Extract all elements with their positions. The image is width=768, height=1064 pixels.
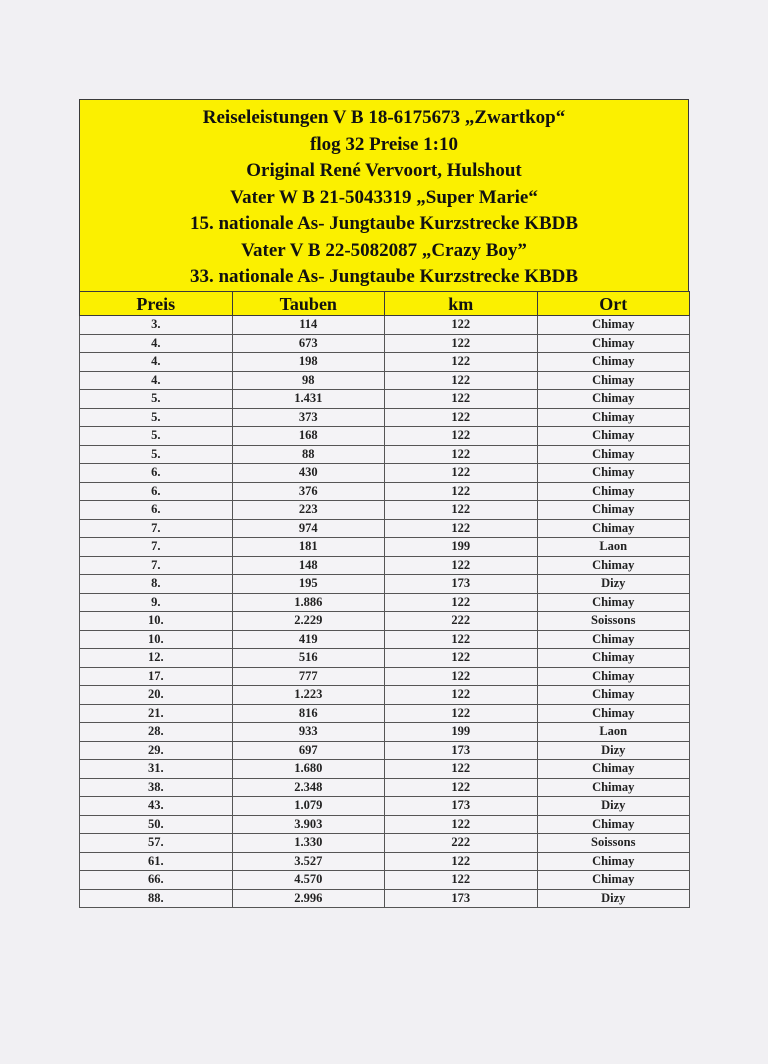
cell-preis: 10. [80, 630, 233, 649]
cell-ort: Dizy [537, 889, 690, 908]
cell-tauben: 88 [232, 445, 385, 464]
table-row [80, 353, 690, 372]
cell-km: 222 [385, 612, 538, 631]
cell-ort: Dizy [537, 741, 690, 760]
cell-tauben: 516 [232, 649, 385, 668]
cell-tauben: 816 [232, 704, 385, 723]
table-row [80, 852, 690, 871]
column-header-preis: Preis [80, 292, 233, 316]
cell-ort: Chimay [537, 334, 690, 353]
table-row [80, 778, 690, 797]
cell-km: 122 [385, 334, 538, 353]
cell-ort: Soissons [537, 834, 690, 853]
cell-km: 199 [385, 538, 538, 557]
cell-ort: Chimay [537, 556, 690, 575]
results-sheet [79, 99, 689, 908]
table-row [80, 371, 690, 390]
table-row [80, 575, 690, 594]
table-row [80, 390, 690, 409]
cell-ort: Chimay [537, 390, 690, 409]
cell-km: 122 [385, 852, 538, 871]
table-row [80, 556, 690, 575]
cell-km: 122 [385, 445, 538, 464]
cell-km: 122 [385, 501, 538, 520]
cell-tauben: 1.330 [232, 834, 385, 853]
cell-km: 173 [385, 575, 538, 594]
table-row [80, 760, 690, 779]
column-header-tauben: Tauben [232, 292, 385, 316]
cell-km: 122 [385, 667, 538, 686]
cell-preis: 4. [80, 334, 233, 353]
cell-preis: 3. [80, 316, 233, 335]
cell-tauben: 1.886 [232, 593, 385, 612]
cell-preis: 5. [80, 390, 233, 409]
table-row [80, 501, 690, 520]
cell-tauben: 373 [232, 408, 385, 427]
table-row [80, 316, 690, 335]
cell-tauben: 114 [232, 316, 385, 335]
cell-km: 122 [385, 593, 538, 612]
table-row [80, 649, 690, 668]
cell-preis: 5. [80, 427, 233, 446]
cell-preis: 29. [80, 741, 233, 760]
cell-preis: 66. [80, 871, 233, 890]
second-father-line: Vater V B 22-5082087 „Crazy Boy” [241, 239, 527, 261]
cell-ort: Dizy [537, 575, 690, 594]
cell-km: 122 [385, 390, 538, 409]
cell-preis: 7. [80, 519, 233, 538]
cell-preis: 12. [80, 649, 233, 668]
cell-tauben: 3.903 [232, 815, 385, 834]
father-line: Vater W B 21-5043319 „Super Marie“ [230, 186, 538, 208]
cell-preis: 10. [80, 612, 233, 631]
cell-ort: Chimay [537, 519, 690, 538]
cell-preis: 50. [80, 815, 233, 834]
cell-ort: Chimay [537, 630, 690, 649]
cell-ort: Chimay [537, 353, 690, 372]
column-header-km: km [385, 292, 538, 316]
cell-tauben: 933 [232, 723, 385, 742]
cell-preis: 17. [80, 667, 233, 686]
cell-preis: 6. [80, 464, 233, 483]
table-row [80, 704, 690, 723]
cell-km: 122 [385, 686, 538, 705]
cell-preis: 28. [80, 723, 233, 742]
cell-km: 122 [385, 316, 538, 335]
cell-tauben: 974 [232, 519, 385, 538]
cell-tauben: 1.680 [232, 760, 385, 779]
cell-ort: Chimay [537, 593, 690, 612]
cell-ort: Chimay [537, 667, 690, 686]
table-row [80, 334, 690, 353]
father-achievement-line: 15. nationale As- Jungtaube Kurzstrecke KBDB [189, 213, 579, 234]
origin-line: Original René Vervoort, Hulshout [246, 160, 522, 181]
cell-tauben: 98 [232, 371, 385, 390]
cell-ort: Laon [537, 723, 690, 742]
table-row [80, 593, 690, 612]
table-row [80, 667, 690, 686]
cell-tauben: 168 [232, 427, 385, 446]
cell-ort: Dizy [537, 797, 690, 816]
cell-preis: 88. [80, 889, 233, 908]
cell-preis: 6. [80, 501, 233, 520]
cell-tauben: 3.527 [232, 852, 385, 871]
table-header-row [80, 292, 690, 316]
cell-tauben: 376 [232, 482, 385, 501]
cell-preis: 43. [80, 797, 233, 816]
table-row [80, 815, 690, 834]
cell-tauben: 419 [232, 630, 385, 649]
cell-ort: Chimay [537, 760, 690, 779]
cell-ort: Chimay [537, 649, 690, 668]
cell-ort: Chimay [537, 871, 690, 890]
cell-preis: 7. [80, 556, 233, 575]
cell-tauben: 195 [232, 575, 385, 594]
cell-km: 122 [385, 408, 538, 427]
cell-tauben: 4.570 [232, 871, 385, 890]
cell-tauben: 148 [232, 556, 385, 575]
cell-tauben: 223 [232, 501, 385, 520]
cell-tauben: 2.229 [232, 612, 385, 631]
cell-km: 122 [385, 482, 538, 501]
cell-km: 122 [385, 871, 538, 890]
table-row [80, 464, 690, 483]
cell-ort: Chimay [537, 852, 690, 871]
cell-km: 122 [385, 760, 538, 779]
column-header-ort: Ort [537, 292, 690, 316]
cell-preis: 4. [80, 371, 233, 390]
cell-km: 199 [385, 723, 538, 742]
cell-km: 122 [385, 630, 538, 649]
cell-preis: 5. [80, 445, 233, 464]
table-row [80, 612, 690, 631]
cell-preis: 61. [80, 852, 233, 871]
cell-tauben: 198 [232, 353, 385, 372]
cell-km: 222 [385, 834, 538, 853]
cell-km: 122 [385, 464, 538, 483]
cell-preis: 7. [80, 538, 233, 557]
cell-km: 122 [385, 815, 538, 834]
results-table [79, 291, 690, 908]
title-line: Reiseleistungen V B 18-6175673 „Zwartkop“ [202, 107, 566, 128]
cell-tauben: 673 [232, 334, 385, 353]
table-row [80, 871, 690, 890]
table-row [80, 723, 690, 742]
cell-ort: Chimay [537, 464, 690, 483]
cell-km: 122 [385, 649, 538, 668]
table-row [80, 686, 690, 705]
cell-preis: 9. [80, 593, 233, 612]
cell-ort: Chimay [537, 704, 690, 723]
cell-preis: 57. [80, 834, 233, 853]
table-row [80, 445, 690, 464]
cell-ort: Chimay [537, 408, 690, 427]
cell-tauben: 430 [232, 464, 385, 483]
cell-ort: Chimay [537, 501, 690, 520]
table-row [80, 834, 690, 853]
second-father-achievement-line: 33. nationale As- Jungtaube Kurzstrecke KBDB [189, 266, 579, 287]
cell-km: 173 [385, 889, 538, 908]
table-row [80, 482, 690, 501]
cell-ort: Laon [537, 538, 690, 557]
table-row [80, 741, 690, 760]
cell-km: 122 [385, 778, 538, 797]
cell-preis: 21. [80, 704, 233, 723]
table-row [80, 538, 690, 557]
table-row [80, 519, 690, 538]
cell-ort: Chimay [537, 815, 690, 834]
cell-km: 173 [385, 797, 538, 816]
cell-ort: Chimay [537, 778, 690, 797]
cell-ort: Chimay [537, 371, 690, 390]
cell-km: 122 [385, 704, 538, 723]
cell-ort: Chimay [537, 686, 690, 705]
table-row [80, 630, 690, 649]
cell-preis: 20. [80, 686, 233, 705]
cell-ort: Soissons [537, 612, 690, 631]
cell-ort: Chimay [537, 316, 690, 335]
cell-km: 122 [385, 353, 538, 372]
cell-preis: 8. [80, 575, 233, 594]
cell-ort: Chimay [537, 482, 690, 501]
cell-preis: 5. [80, 408, 233, 427]
table-row [80, 797, 690, 816]
cell-km: 122 [385, 371, 538, 390]
cell-tauben: 1.431 [232, 390, 385, 409]
cell-km: 173 [385, 741, 538, 760]
cell-preis: 6. [80, 482, 233, 501]
cell-ort: Chimay [537, 427, 690, 446]
cell-preis: 38. [80, 778, 233, 797]
cell-preis: 4. [80, 353, 233, 372]
cell-km: 122 [385, 556, 538, 575]
cell-tauben: 697 [232, 741, 385, 760]
cell-preis: 31. [80, 760, 233, 779]
cell-tauben: 777 [232, 667, 385, 686]
cell-tauben: 181 [232, 538, 385, 557]
cell-tauben: 2.348 [232, 778, 385, 797]
cell-tauben: 2.996 [232, 889, 385, 908]
prize-summary-line: flog 32 Preise 1:10 [310, 133, 458, 155]
table-row [80, 889, 690, 908]
table-row [80, 408, 690, 427]
cell-tauben: 1.079 [232, 797, 385, 816]
table-row [80, 427, 690, 446]
cell-tauben: 1.223 [232, 686, 385, 705]
title-block [79, 99, 689, 291]
cell-km: 122 [385, 519, 538, 538]
cell-ort: Chimay [537, 445, 690, 464]
cell-km: 122 [385, 427, 538, 446]
